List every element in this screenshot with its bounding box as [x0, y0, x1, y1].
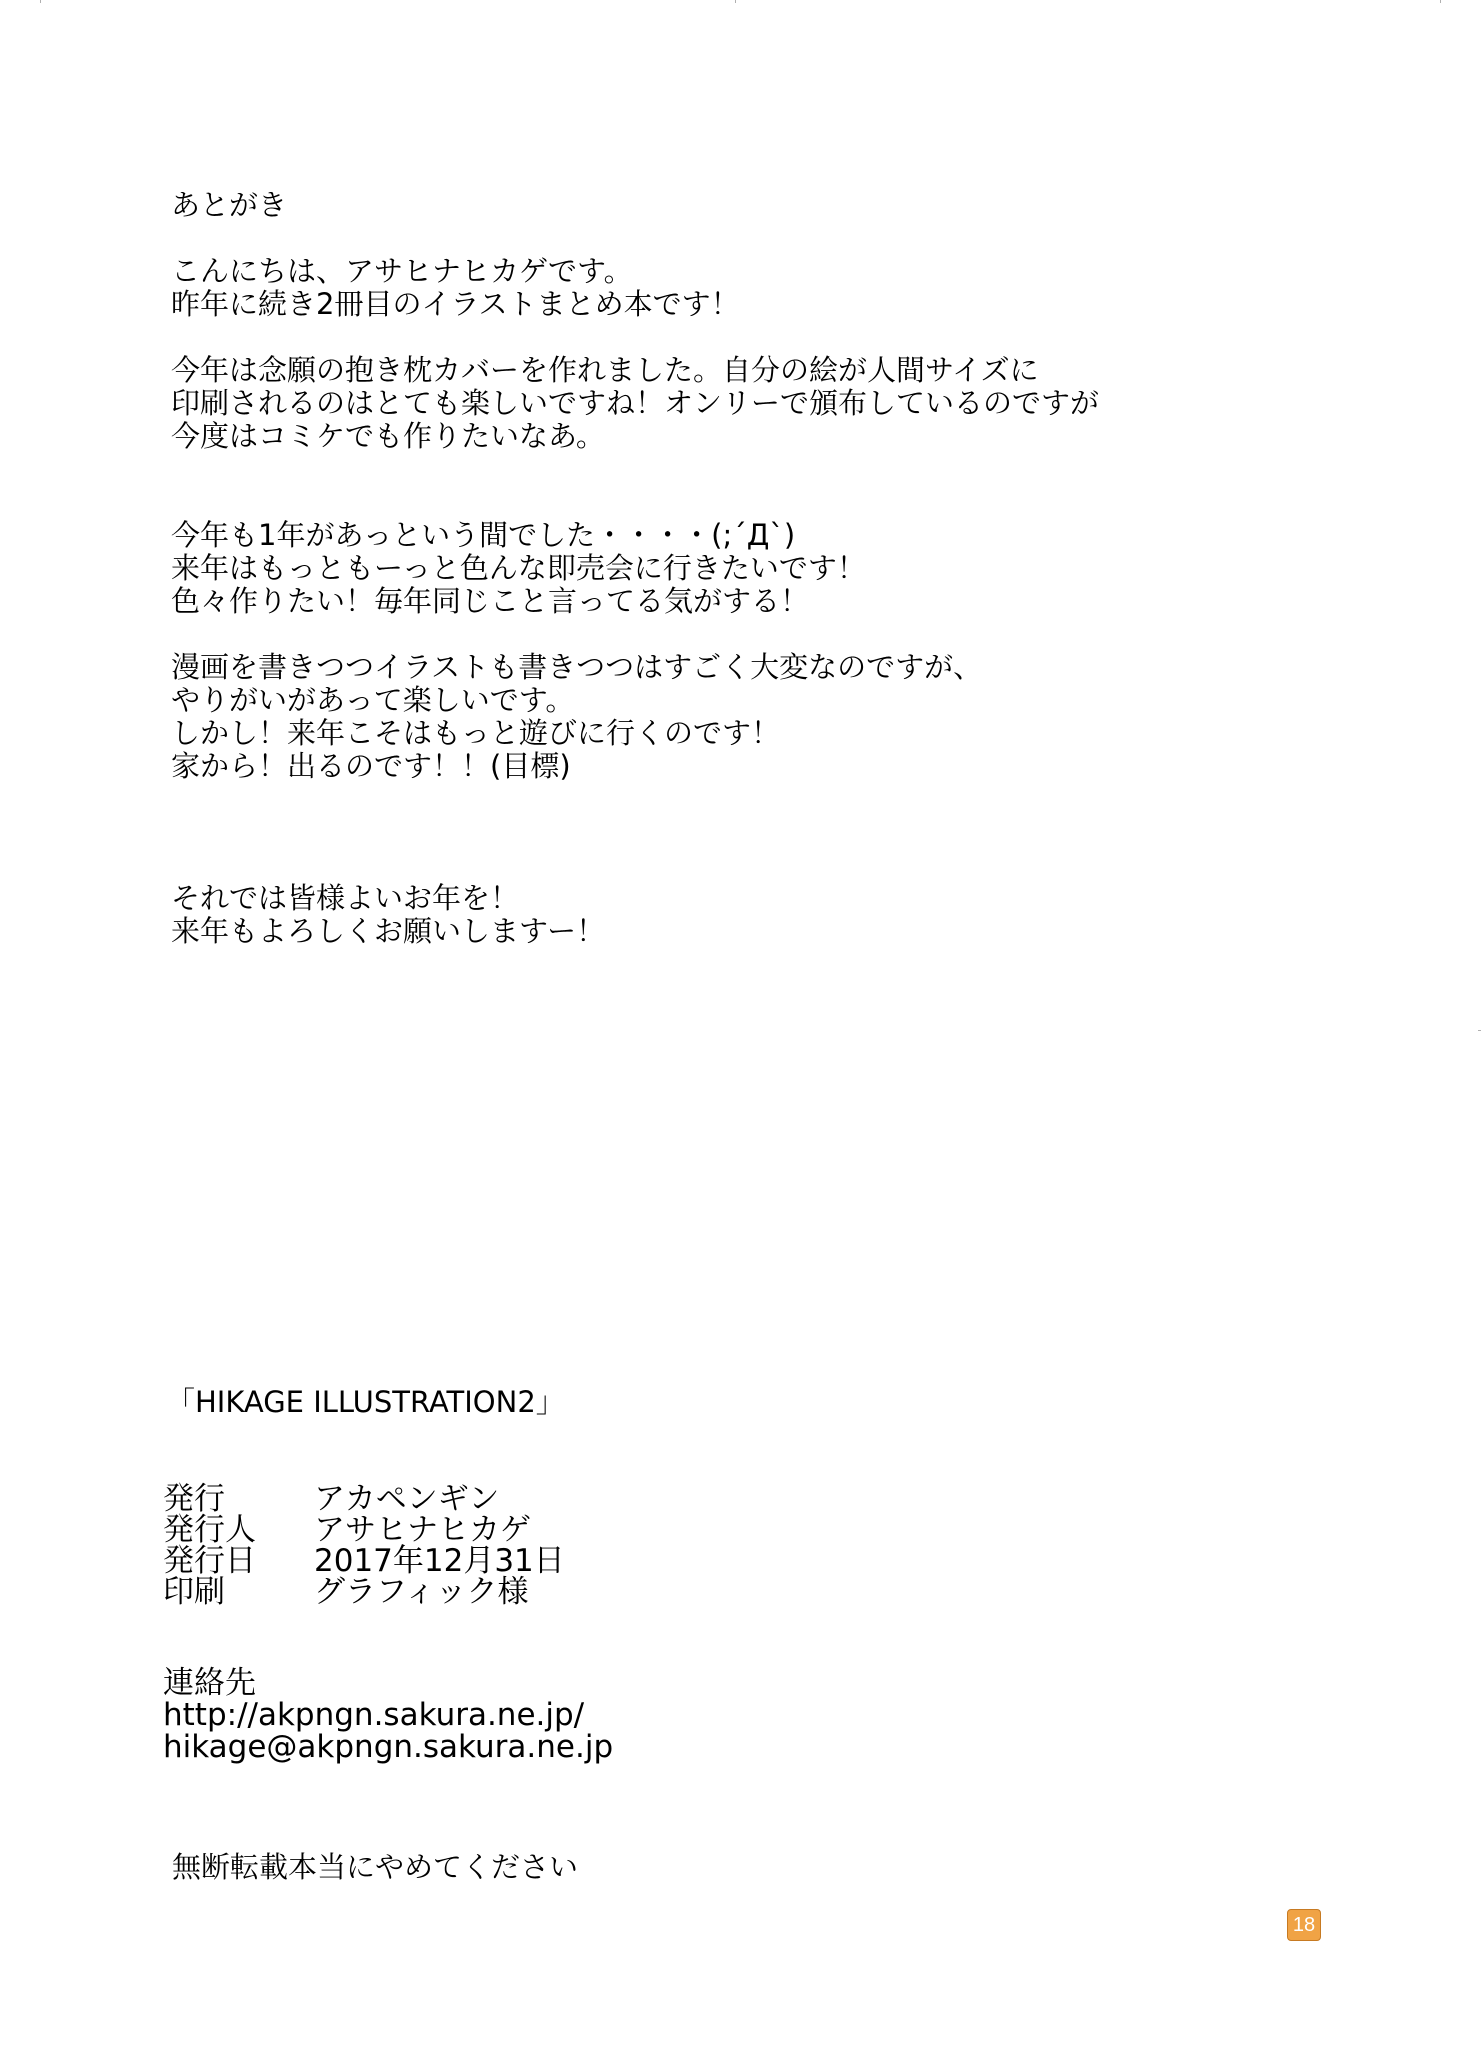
colophon-value: アカペンギン: [314, 1481, 500, 1517]
colophon-row-date: [163, 1543, 565, 1579]
afterword-line: [171, 618, 1099, 651]
colophon-row-publisher: [163, 1481, 565, 1517]
crop-mark-top-right: [1440, 0, 1441, 3]
contact-email: hikage@akpngn.sakura.ne.jp: [163, 1729, 614, 1765]
afterword-line: 今度はコミケでも作りたいなあ。: [171, 419, 605, 453]
afterword-line: 来年はもっともーっと色んな即売会に行きたいです！: [171, 551, 866, 585]
afterword-line: [171, 453, 1099, 486]
afterword-line: 色々作りたい！毎年同じこと言ってる気がする！: [171, 584, 810, 618]
afterword-line: [171, 321, 1099, 354]
colophon-table: [163, 1481, 565, 1610]
colophon-value: グラフィック様: [314, 1574, 529, 1610]
contact-block: [163, 1667, 613, 1763]
afterword-line: こんにちは、アサヒナヒカゲです。: [171, 254, 633, 288]
no-reprint-notice: 無断転載本当にやめてください: [172, 1850, 579, 1884]
afterword-line: しかし！来年こそはもっと遊びに行くのです！: [171, 716, 781, 750]
page-number-badge: 18: [1287, 1909, 1321, 1941]
colophon-label: 印刷: [163, 1574, 225, 1610]
colophon-title: 「HIKAGE ILLUSTRATION2」: [166, 1385, 565, 1419]
contact-label: 連絡先: [163, 1665, 256, 1701]
crop-mark-top-left: [40, 0, 41, 3]
afterword-line: 家から！出るのです！！(目標): [171, 749, 571, 783]
afterword-line: 今年も1年があっという間でした・・・・(;´Д`): [171, 518, 796, 552]
crop-mark-top-center: [735, 0, 736, 3]
afterword-line: やりがいがあって楽しいです。: [171, 683, 575, 717]
colophon-row-printer: [163, 1574, 565, 1610]
afterword-line: [171, 486, 1099, 519]
afterword: [171, 189, 1099, 948]
afterword-line: [171, 816, 1099, 849]
afterword-line: それでは皆様よいお年を！: [171, 881, 520, 915]
colophon-label: 発行人: [163, 1512, 256, 1548]
afterword-line: [171, 783, 1099, 816]
afterword-line: 昨年に続き2冊目のイラストまとめ本です！: [171, 287, 740, 321]
afterword-heading: あとがき: [171, 188, 288, 222]
colophon-value: アサヒナヒカゲ: [314, 1512, 531, 1548]
afterword-line: 印刷されるのはとても楽しいですね！オンリーで頒布しているのですが: [171, 386, 1100, 420]
colophon-value: 2017年12月31日: [314, 1543, 565, 1579]
colophon-label: 発行: [163, 1481, 225, 1517]
afterword-line: 今年は念願の抱き枕カバーを作れました。自分の絵が人間サイズに: [171, 353, 1039, 387]
afterword-line: 漫画を書きつつイラストも書きつつはすごく大変なのですが、: [171, 650, 983, 684]
afterword-line: 来年もよろしくお願いしますー！: [171, 914, 606, 948]
colophon-label: 発行日: [163, 1543, 256, 1579]
contact-url: http://akpngn.sakura.ne.jp/: [163, 1697, 585, 1733]
colophon-row-issuer: [163, 1512, 565, 1548]
afterword-line: [171, 222, 1099, 255]
afterword-line: [171, 849, 1099, 882]
